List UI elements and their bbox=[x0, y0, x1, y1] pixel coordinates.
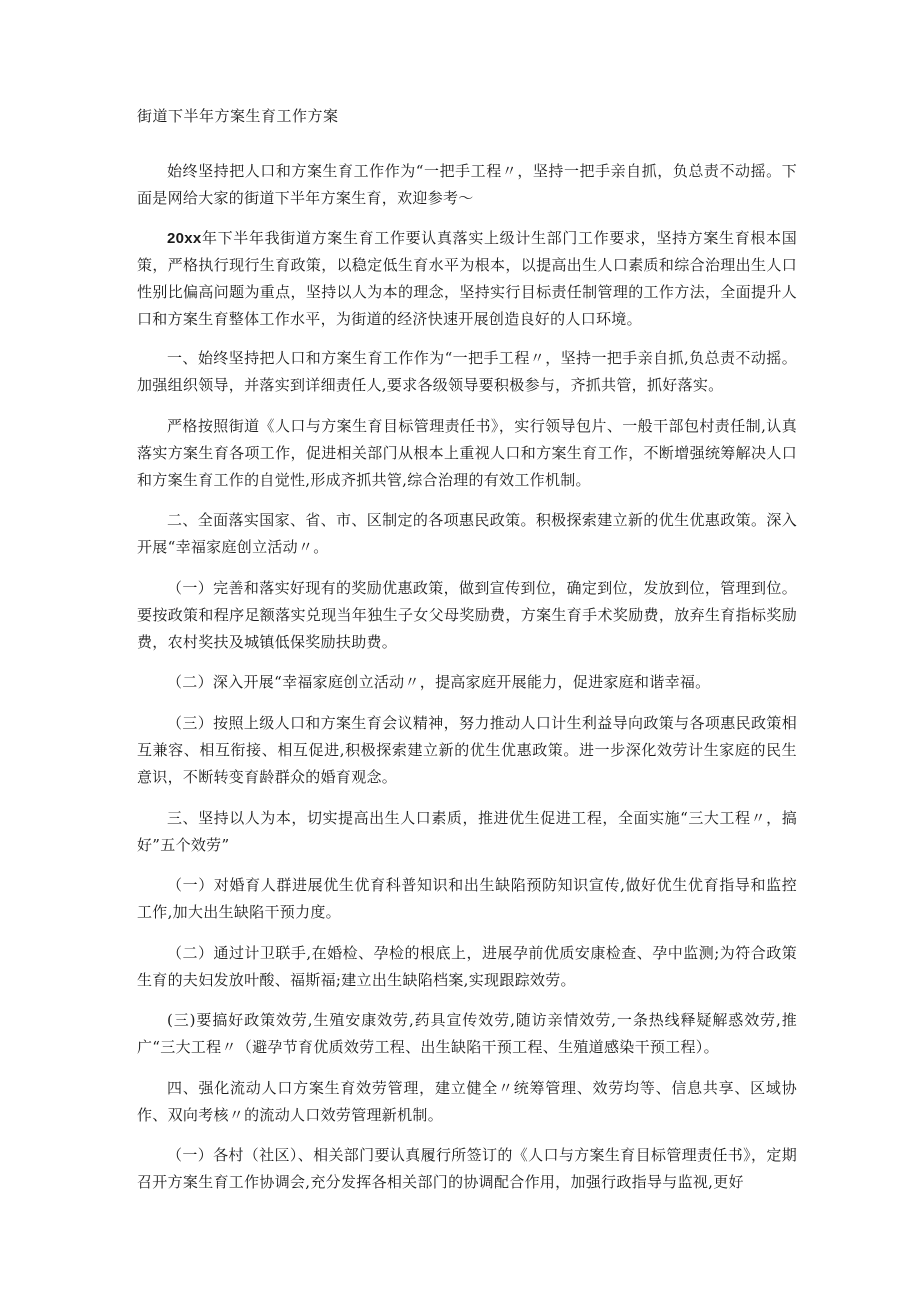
paragraph-section-4-item-1: （一）各村（社区）、相关部门要认真履行所签订的《人口与方案生育目标管理责任书》，定期召开方案生育工作协调会,充分发挥各相关部门的协调配合作用，加强行政指导与监视,更好 bbox=[137, 1146, 797, 1191]
paragraph-section-3-item-3: (三)要搞好政策效劳,生殖安康效劳,药具宣传效劳,随访亲情效劳,一条热线释疑解惑效劳,推广“三大工程〃（避孕节育优质效劳工程、出生缺陷干预工程、生殖道感染干预工程）。 bbox=[137, 1011, 797, 1056]
paragraph-section-2-item-2: （二）深入开展“幸福家庭创立活动〃，提高家庭开展能力，促进家庭和谐幸福。 bbox=[167, 673, 711, 691]
paragraph-overview-text: 年下半年我街道方案生育工作要认真落实上级计生部门工作要求，坚持方案生育根本国策，严格执行现行生育政策，以稳定低生育水平为根本，以提高出生人口素质和综合治理出生人口性别比偏高问题为重点，坚持以人为本的理念，坚持实行目标责任制管理的工作方法，全面提升人口和方案生育整体工作水平，为街道的经济快速开展创造良好的人口环境。 bbox=[137, 229, 797, 328]
paragraph-section-3-item-1: （一）对婚育人群进展优生优育科普知识和出生缺陷预防知识宣传,做好优生优育指导和监控工作,加大出生缺陷干预力度。 bbox=[137, 876, 797, 921]
paragraph-section-2-item-1: （一）完善和落实好现有的奖励优惠政策，做到宣传到位，确定到位，发放到位，管理到位。要按政策和程序足额落实兑现当年独生子女父母奖励费，方案生育手术奖励费，放弃生育指标奖励费，农村奖扶及城镇低保奖励扶助费。 bbox=[137, 579, 797, 651]
paragraph-section-4: 四、强化流动人口方案生育效劳管理，建立健全〃统筹管理、效劳均等、信息共享、区域协作、双向考核〃的流动人口效劳管理新机制。 bbox=[137, 1079, 797, 1124]
paragraph-section-2-item-3: （三）按照上级人口和方案生育会议精神，努力推动人口计生利益导向政策与各项惠民政策相互兼容、相互衔接、相互促进,积极探索建立新的优生优惠政策。进一步深化效劳计生家庭的民生意识，不断转变育龄群众的婚育观念。 bbox=[137, 714, 797, 786]
paragraph-section-3: 三、坚持以人为本，切实提高出生人口素质，推进优生促进工程，全面实施“三大工程〃，搞好”五个效劳” bbox=[137, 809, 797, 854]
year-label: 20xx bbox=[167, 230, 202, 247]
paragraph-section-3-item-2: （二）通过计卫联手,在婚检、孕检的根底上，进展孕前优质安康检查、孕中监测;为符合政策生育的夫妇发放叶酸、福斯福;建立出生缺陷档案,实现跟踪效劳。 bbox=[137, 944, 797, 989]
paragraph-overview bbox=[137, 225, 797, 333]
paragraph-section-2: 二、全面落实国家、省、市、区制定的各项惠民政策。积极探索建立新的优生优惠政策。深入开展“幸福家庭创立活动〃。 bbox=[137, 511, 797, 556]
paragraph-section-1: 一、始终坚持把人口和方案生育工作作为“一把手工程〃，坚持一把手亲自抓,负总责不动摇。加强组织领导，并落实到详细责任人,要求各级领导要积极参与，齐抓共管，抓好落实。 bbox=[137, 349, 797, 394]
paragraph-section-1-detail: 严格按照街道《人口与方案生育目标管理责任书》，实行领导包片、一般干部包村责任制,认真落实方案生育各项工作，促进相关部门从根本上重视人口和方案生育工作，不断增强统筹解决人口和方案生育工作的自觉性,形成齐抓共管,综合治理的有效工作机制。 bbox=[137, 417, 797, 489]
paragraph-intro: 始终坚持把人口和方案生育工作作为“一把手工程〃，坚持一把手亲自抓，负总责不动摇。下面是网给大家的街道下半年方案生育，欢迎参考〜 bbox=[137, 162, 797, 207]
document-title: 街道下半年方案生育工作方案 bbox=[137, 107, 339, 125]
